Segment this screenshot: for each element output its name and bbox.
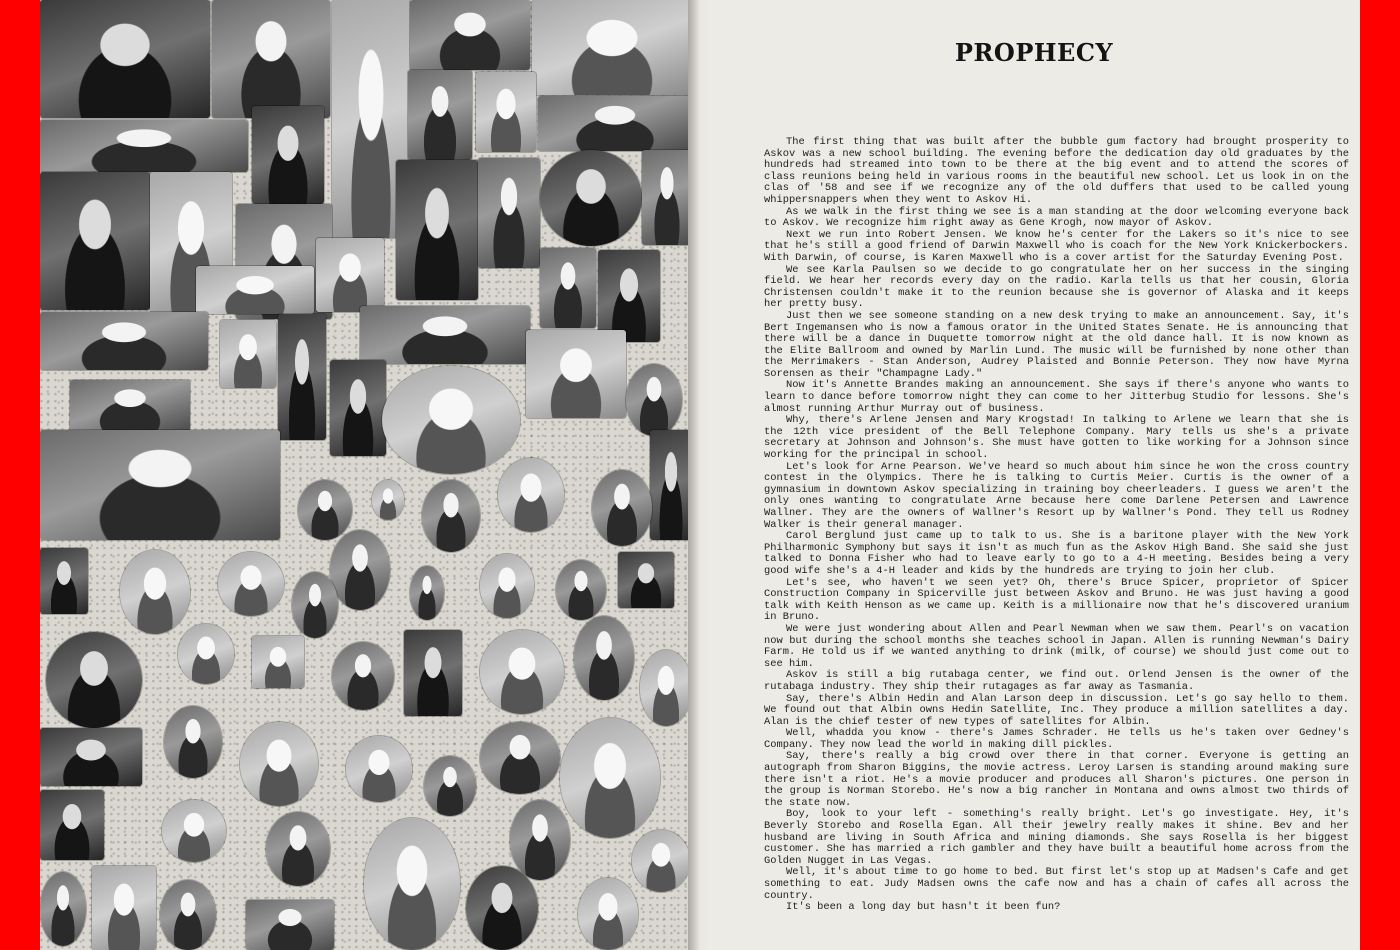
collage-photo: [540, 248, 596, 328]
collage-photo: [252, 106, 324, 204]
portrait-photo: [364, 818, 460, 950]
paragraph: Next we run into Robert Jensen. We know he's center for the Lakers so it's nice to see that he's still a good friend of Darwin Maxwell who is coach for the New York Knickerbockers. With Darwin, of course, is Karen Maxwell who is a cover artist for the Saturday Evening Post.: [764, 228, 1349, 264]
collage-photo: [316, 238, 384, 312]
portrait-photo: [480, 630, 564, 714]
portrait-photo: [40, 728, 142, 786]
portrait-photo: [40, 548, 88, 614]
paragraph: We were just wondering about Allen and Pearl Newman when we saw them. Pearl's on vacation now but during the school months she teaches school in Japan. Allen is running Newman's Dairy Farm. He told us if we wanted anything to drink (milk, of course) we should just come out to see him.: [764, 622, 1349, 670]
portrait-photo: [372, 480, 404, 520]
portrait-photo: [556, 560, 606, 620]
yearbook-spread: [40, 0, 1360, 950]
paragraph: The first thing that was built after the bubble gum factory had brought prosperity to Askov was a new school building. The evening before the dedication day old graduates by the hundreds had streamed into town to be there at the big event and to attend the scores of class reunions being held in various rooms in the beautiful new school. Let us look in on the clas of '58 and see if we recognize any of the old duffers that used to be called young whippersnappers when they went to Askov Hi.: [764, 136, 1349, 206]
paragraph: Now it's Annette Brandes making an announcement. She says if there's anyone who wants to learn to dance before tomorrow night they can come to her Jitterbug Studio for lessons. She's almost running Arthur Murray out of business.: [764, 379, 1349, 415]
portrait-photo: [240, 722, 318, 806]
portrait-photo: [346, 736, 412, 802]
portrait-photo: [404, 630, 462, 716]
paragraph: Askov is still a big rutabaga center, we find out. Orlend Jensen is the owner of the rutabaga industry. They ship their rutagages as far away as Tasmania.: [764, 669, 1349, 693]
collage-photo: [410, 0, 530, 70]
portrait-photo: [266, 812, 330, 886]
prophecy-text: [764, 137, 1349, 914]
portrait-photo: [480, 722, 560, 794]
portrait-photo: [120, 550, 190, 634]
collage-photo: [532, 0, 692, 95]
paragraph: As we walk in the first thing we see is a man standing at the door welcoming everyone back to Askov. We recognize him right away as Gene Krogh, now mayor of Askov.: [764, 205, 1349, 230]
portrait-photo: [592, 470, 652, 546]
portrait-photo: [332, 642, 394, 710]
paragraph: Let's see, who haven't we seen yet? Oh, there's Bruce Spicer, proprietor of Spicer Construction Company in Spicerville just between Askov and Bruno. He was just having a good talk with Keith Henson as we came up. Keith is a millionaire now that he's discovered uranium in Bruno.: [764, 576, 1349, 624]
collage-photo: [476, 72, 536, 152]
portrait-photo: [510, 800, 570, 880]
collage-photo: [538, 96, 692, 151]
paragraph: Boy, look to your left - something's really bright. Let's go investigate. Hey, it's Beverly Storebo and Rosella Egan. All their jewelry really makes it shine. Bev and her husband are living in South Africa and mining diamonds. She says Rosella is her biggest customer. She has married a rich gambler and they have built a beautiful home across from the Golden Nugget in Las Vegas.: [764, 808, 1349, 867]
portrait-photo: [178, 624, 234, 684]
portrait-photo: [466, 866, 538, 950]
collage-photo: [70, 380, 190, 432]
portrait-photo: [422, 480, 480, 552]
collage-photo: [330, 360, 386, 456]
page-title: PROPHECY: [954, 38, 1114, 67]
portrait-photo: [246, 900, 334, 950]
collage-photo: [360, 306, 530, 364]
collage-photo: [408, 70, 472, 160]
portrait-photo: [424, 756, 476, 816]
paragraph: It's been a long day but hasn't it been fun?: [786, 901, 1061, 914]
portrait-photo: [218, 552, 284, 616]
collage-photo: [526, 330, 626, 418]
paragraph: Say, there's Albin Hedin and Alan Larson deep in discussion. Let's go say hello to them. We found out that Albin owns Hedin Satellite, Inc. They produce a million satellites a day. Alan is the chief tester of new types of satellites for Albin.: [764, 692, 1349, 728]
prophecy-page: [708, 0, 1360, 950]
collage-photo: [40, 0, 210, 118]
portrait-photo: [574, 616, 634, 700]
portrait-photo: [640, 650, 692, 726]
collage-photo: [40, 120, 248, 172]
portrait-photo: [40, 872, 86, 946]
paragraph: Well, it's about time to go home to bed. But first let's stop up at Madsen's Cafe and get something to eat. Judy Madsen owns the cafe now and has a chain of cafes all across the country.: [764, 866, 1349, 902]
paragraph: Just then we see someone standing on a new desk trying to make an announcement. Say, it's Bert Ingemansen who is now a famous orator in the United States Senate. He is announcing that there will be a dance in Duquette tomorrow night at the old dance hall. It is now known as the Elite Ballroom and owned by Marlin Lund. The music will be furnished by none other than the Merrimakers - Stan Anderson, Audrey Plaisted and Bonnie Peterson. They now have Myrna Sorensen as their "Champagne Lady.": [764, 309, 1349, 380]
portrait-photo: [252, 636, 304, 688]
portrait-photo: [40, 790, 104, 860]
portrait-photo: [160, 880, 216, 950]
paragraph: Well, whadda you know - there's James Schrader. He tells us he's taken over Gedney's Company. They now lead the world in making dill pickles.: [764, 727, 1349, 751]
collage-photo: [220, 320, 276, 388]
collage-photo: [478, 158, 540, 268]
portrait-photo: [92, 866, 156, 950]
portrait-photo: [292, 572, 338, 638]
portrait-photo: [298, 480, 352, 540]
portrait-photo: [164, 706, 222, 778]
collage-photo: [196, 266, 314, 314]
portrait-photo: [618, 552, 674, 608]
portrait-photo: [480, 554, 534, 618]
collage-photo: [382, 366, 520, 474]
collage-photo: [598, 250, 660, 342]
paragraph: Carol Berglund just came up to talk to us. She is a baritone player with the New York Philharmonic Symphony but says it isn't as much fun as the Askov High Band. She said she just talked to Donna Fisher who had to leave early to go to a 4-H meeting. Besides being a very good wife she's a 4-H leader and kids by the hundreds are trying to join her club.: [764, 530, 1349, 577]
portrait-photo: [578, 878, 638, 950]
portrait-photo: [560, 718, 660, 838]
collage-photo: [40, 430, 280, 540]
collage-photo: [642, 150, 692, 245]
portrait-photo: [632, 830, 690, 892]
portrait-photo: [330, 530, 390, 610]
portrait-photo: [410, 566, 444, 620]
page-gutter: [688, 0, 708, 950]
paragraph: We see Karla Paulsen so we decide to go congratulate her on her success in the singing field. We hear her records every day on the radio. Karla tells us that her cousin, Gloria Christensen couldn't make it to the reunion because she is governor of Alaska and it keeps her pretty busy.: [764, 263, 1349, 311]
collage-photo: [40, 172, 150, 310]
collage-photo: [540, 150, 642, 246]
collage-photo: [212, 0, 330, 118]
collage-photo: [278, 314, 326, 440]
photo-collage-page: [40, 0, 692, 950]
collage-photo: [626, 364, 682, 436]
collage-photo: [650, 430, 692, 540]
paragraph: Let's look for Arne Pearson. We've heard so much about him since he won the cross country contest in the Olympics. There he is talking to Curtis Meier. Curtis is the owner of a gymnasium in downtown Askov specializing in training boy cheerleaders. I guess we aren't the only ones wanting to congratulate Arne because here come Darlene Petersen and Lawrence Wallner. They are the owners of Wallner's Resort up by Wallner's Pond. They tell us Rodney Walker is their general manager.: [764, 460, 1349, 531]
paragraph: Why, there's Arlene Jensen and Mary Krogstad! In talking to Arlene we learn that she is the 12th vice president of the Bell Telephone Company. Mary tells us she's a private secretary at Johnson and Johnson's. She must have gotten to like working for a Johnson since working for the principal in school.: [764, 414, 1349, 462]
portrait-photo: [498, 458, 564, 532]
portrait-photo: [46, 632, 142, 728]
collage-photo: [40, 312, 208, 370]
paragraph: Say, there's really a big crowd over there in that corner. Everyone is getting an autograph from Sharon Biggins, the movie actress. Leroy Larsen is standing around making sure there isn't a riot. He's a movie producer and produces all Sharon's pictures. One person in the group is Norman Storebo. He's now a big rancher in Montana and owns almost two thirds of the state now.: [764, 750, 1349, 809]
portrait-photo: [162, 800, 226, 862]
collage-photo: [396, 160, 478, 300]
